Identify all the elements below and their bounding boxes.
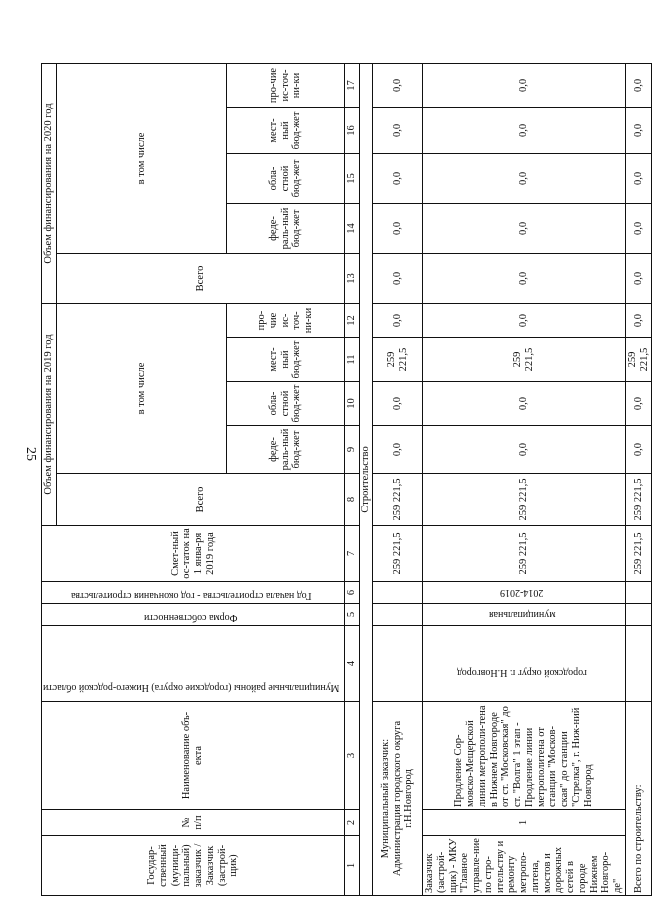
municipal-customer-label: Муниципальный заказчик: Администрация городского округа г.Н.Новгород <box>373 702 423 896</box>
object-district <box>423 626 626 702</box>
total-row <box>625 63 652 895</box>
header-row-1 <box>42 63 57 895</box>
cell-total-2019: 259 221,5 <box>625 474 652 526</box>
cell-regional-2019: 0,0 <box>625 382 652 426</box>
cell-local-2019: 259 221,5 <box>423 338 626 382</box>
header-funding-2019: Объем финансирования на 2019 год <box>42 303 57 525</box>
page-number: 25 <box>23 447 38 461</box>
object-name: Продление Сор-мовско-Мещерской линии метрополи-тена в Нижнем Новгороде от ст. "Московская" до ст. "Волга" 1 этап - Продление линии метрополитена от станции "Москов-ская" до станции "Стрелка", г. Ниж-ний Новгород <box>423 702 626 810</box>
cell-regional-2019: 0,0 <box>423 382 626 426</box>
cell-empty <box>625 604 652 626</box>
cell-federal-2019: 0,0 <box>625 426 652 474</box>
object-years <box>423 582 626 604</box>
cell-other-2020: 0,0 <box>625 63 652 107</box>
cell-local-2019: 259 221,5 <box>373 338 423 382</box>
cell-federal-2020: 0,0 <box>373 203 423 253</box>
cell-local-2020: 0,0 <box>373 107 423 153</box>
header-including-2019: в том числе <box>56 303 226 473</box>
header-regional-2019: обла-стной бюд-жет <box>227 382 345 426</box>
cell-federal-2020: 0,0 <box>625 203 652 253</box>
cell-empty <box>373 626 423 702</box>
col-number: 12 <box>345 303 360 337</box>
cell-other-2020: 0,0 <box>373 63 423 107</box>
cell-federal-2019: 0,0 <box>373 426 423 474</box>
header-federal-2019: феде-раль-ный бюд-жет <box>227 426 345 474</box>
col-number: 4 <box>345 626 360 702</box>
header-funding-2020: Объем финансирования на 2020 год <box>42 63 57 303</box>
cell-regional-2019: 0,0 <box>373 382 423 426</box>
cell-total-2020: 0,0 <box>423 253 626 303</box>
cell-empty <box>625 626 652 702</box>
col-number: 7 <box>345 526 360 582</box>
cell-local-2020: 0,0 <box>423 107 626 153</box>
object-district-text: городской округ г. Н.Новгород <box>457 667 588 679</box>
cell-local-2019: 259 221,5 <box>625 338 652 382</box>
object-row <box>423 63 626 895</box>
header-ownership-text: Форма собственности <box>144 612 238 623</box>
header-local-2019: мест-ный бюд-жет <box>227 338 345 382</box>
col-number: 16 <box>345 107 360 153</box>
cell-total-2020: 0,0 <box>625 253 652 303</box>
cell-other-2019: 0,0 <box>373 303 423 337</box>
cell-regional-2020: 0,0 <box>625 153 652 203</box>
cell-regional-2020: 0,0 <box>423 153 626 203</box>
header-ownership <box>42 604 345 626</box>
cell-regional-2020: 0,0 <box>373 153 423 203</box>
header-number: № п/п <box>42 810 345 836</box>
column-number-row <box>345 63 360 895</box>
cell-total-2020: 0,0 <box>373 253 423 303</box>
cell-estimate: 259 221,5 <box>423 526 626 582</box>
cell-empty <box>625 582 652 604</box>
col-number: 9 <box>345 426 360 474</box>
col-number: 8 <box>345 474 360 526</box>
header-total-2020: Всего <box>56 253 344 303</box>
section-row <box>360 63 373 895</box>
cell-empty <box>373 582 423 604</box>
header-total-2019: Всего <box>56 474 344 526</box>
col-number: 17 <box>345 63 360 107</box>
header-estimate-remainder: Смет-ный ос-таток на 1 янва-ря 2019 года <box>42 526 345 582</box>
object-years-text: 2014-2019 <box>500 587 544 599</box>
cell-other-2019: 0,0 <box>423 303 626 337</box>
rotated-table-container <box>41 64 650 896</box>
cell-federal-2019: 0,0 <box>423 426 626 474</box>
header-regional-2020: обла-стной бюд-жет <box>227 153 345 203</box>
col-number: 2 <box>345 810 360 836</box>
cell-total-2019: 259 221,5 <box>423 474 626 526</box>
col-number: 14 <box>345 203 360 253</box>
col-number: 10 <box>345 382 360 426</box>
municipal-customer-row <box>373 63 423 895</box>
header-local-2020: мест-ный бюд-жет <box>227 107 345 153</box>
col-number: 15 <box>345 153 360 203</box>
header-object-name: Наименование объ-екта <box>42 702 345 810</box>
budget-table <box>41 63 652 896</box>
cell-federal-2020: 0,0 <box>423 203 626 253</box>
header-other-2020: про-чие ис-точ-ни-ки <box>227 63 345 107</box>
cell-other-2020: 0,0 <box>423 63 626 107</box>
total-label: Всего по строительству: <box>625 702 652 896</box>
header-years-text: Год начала строительства - год окончания строительства <box>70 590 312 601</box>
header-including-2020: в том числе <box>56 63 226 253</box>
cell-local-2020: 0,0 <box>625 107 652 153</box>
header-district <box>42 626 345 702</box>
header-years <box>42 582 345 604</box>
section-title: Строительство <box>360 63 373 895</box>
cell-estimate: 259 221,5 <box>625 526 652 582</box>
object-number: 1 <box>423 810 626 836</box>
col-number: 1 <box>345 836 360 896</box>
object-ownership <box>423 604 626 626</box>
header-customer: Государ-ственный (муници-пальный) заказчик / Заказчик (застрой-щик) <box>42 836 345 896</box>
col-number: 3 <box>345 702 360 810</box>
cell-estimate: 259 221,5 <box>373 526 423 582</box>
header-district-text: Муниципальные районы (городские округа) Нижего-родской области <box>43 682 340 694</box>
object-customer: Заказчик (застрой-щик) - МКУ "Главное управле-ние по стро-ительству и ремонту метропо-литена, мостов и дорожных сетей в городе Нижнем Новгоро-де" <box>423 836 626 896</box>
object-ownership-text: муниципальная <box>488 609 556 621</box>
col-number: 6 <box>345 582 360 604</box>
cell-empty <box>373 604 423 626</box>
header-other-2019: про-чие ис-точ-ни-ки <box>227 303 345 337</box>
col-number: 5 <box>345 604 360 626</box>
col-number: 11 <box>345 338 360 382</box>
cell-other-2019: 0,0 <box>625 303 652 337</box>
cell-total-2019: 259 221,5 <box>373 474 423 526</box>
header-federal-2020: феде-раль-ный бюд-жет <box>227 203 345 253</box>
col-number: 13 <box>345 253 360 303</box>
